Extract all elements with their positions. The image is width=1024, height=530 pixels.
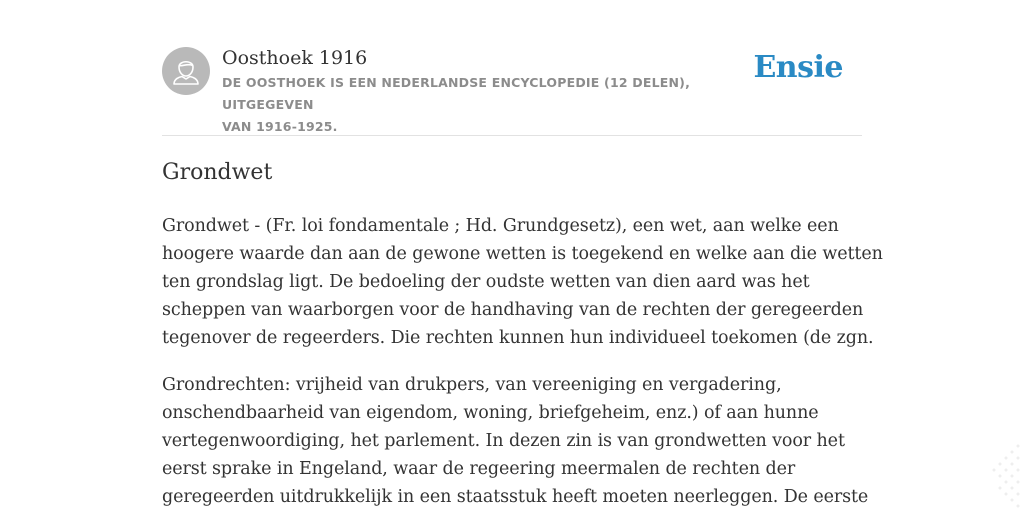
paragraph-line: eerst sprake in Engeland, waar de regeering meermalen de rechten der: [162, 459, 796, 479]
article-paragraph: [162, 212, 883, 352]
paragraph-line: Grondwet - (Fr. loi fondamentale ; Hd. Grundgesetz), een wet, aan welke een: [162, 216, 839, 236]
paragraph-line: geregeerden uitdrukkelijk in een staatsstuk heeft moeten neerleggen. De eerste: [162, 487, 869, 507]
paragraph-line: vertegenwoordiging, het parlement. In dezen zin is van grondwetten voor het: [162, 431, 845, 451]
article-title: Grondwet: [162, 160, 273, 185]
brand-logo[interactable]: Ensie: [753, 50, 843, 85]
source-description-line: DE OOSTHOEK IS EEN NEDERLANDSE ENCYCLOPEDIE (12 DELEN), UITGEGEVEN: [222, 75, 691, 112]
paragraph-line: onschendbaarheid van eigendom, woning, briefgeheim, enz.) of aan hunne: [162, 403, 819, 423]
source-info: [222, 46, 762, 138]
paragraph-line: Grondrechten: vrijheid van drukpers, van vereeniging en vergadering,: [162, 375, 782, 395]
source-description-line: VAN 1916-1925.: [222, 119, 338, 134]
page: [162, 0, 883, 507]
paragraph-line: tegenover de regeerders. Die rechten kunnen hun individueel toekomen (de zgn.: [162, 328, 874, 348]
article-paragraph: [162, 371, 869, 511]
source-description: [222, 72, 762, 138]
user-icon: [162, 47, 210, 95]
dots-pattern-icon: [984, 440, 1024, 512]
paragraph-line: ten grondslag ligt. De bedoeling der oudste wetten van dien aard was het: [162, 272, 810, 292]
source-title[interactable]: Oosthoek 1916: [222, 47, 368, 69]
avatar[interactable]: [162, 47, 210, 95]
source-header: [162, 0, 862, 136]
decorative-dots: [984, 440, 1024, 512]
paragraph-line: hoogere waarde dan aan de gewone wetten is toegekend en welke aan die wetten: [162, 244, 883, 264]
paragraph-line: scheppen van waarborgen voor de handhaving van de rechten der geregeerden: [162, 300, 864, 320]
article-body: [162, 212, 883, 530]
